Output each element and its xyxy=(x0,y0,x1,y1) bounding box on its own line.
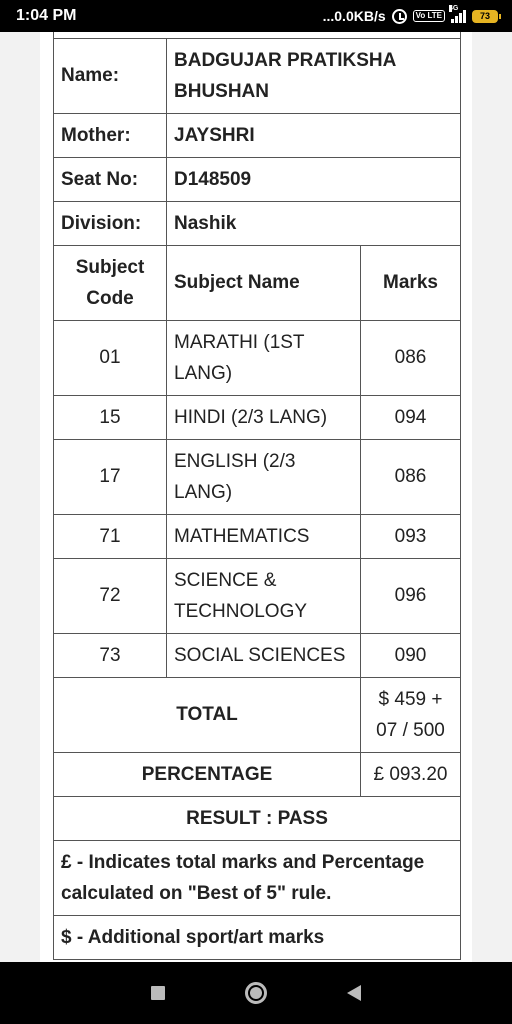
seat-label: Seat No: xyxy=(54,157,167,201)
total-label: TOTAL xyxy=(54,677,361,752)
subject-name: HINDI (2/3 LANG) xyxy=(167,395,361,439)
total-row xyxy=(54,677,461,752)
signal-type: 4G xyxy=(449,5,459,12)
subject-row xyxy=(54,320,461,395)
subject-code: 71 xyxy=(54,514,167,558)
header-subject-code: Subject Code xyxy=(54,245,167,320)
header-subject-name: Subject Name xyxy=(167,245,361,320)
network-speed: ...0.0KB/s xyxy=(322,8,386,24)
volte-icon: Vo LTE xyxy=(413,10,445,22)
status-time: 1:04 PM xyxy=(16,7,77,24)
division-label: Division: xyxy=(54,201,167,245)
subject-row xyxy=(54,439,461,514)
result-card xyxy=(40,32,472,962)
subject-name: MATHEMATICS xyxy=(167,514,361,558)
status-bar xyxy=(0,0,512,32)
subject-code: 72 xyxy=(54,558,167,633)
name-row xyxy=(54,38,461,113)
note-row xyxy=(54,915,461,959)
name-label: Name: xyxy=(54,38,167,113)
note-additional-marks: $ - Additional sport/art marks xyxy=(54,915,461,959)
seat-row xyxy=(54,157,461,201)
recent-apps-icon[interactable] xyxy=(151,986,165,1000)
result-status: RESULT : PASS xyxy=(54,796,461,840)
subject-marks: 086 xyxy=(361,320,461,395)
mother-value: JAYSHRI xyxy=(167,113,461,157)
division-value: Nashik xyxy=(167,201,461,245)
subject-row xyxy=(54,395,461,439)
percentage-label: PERCENTAGE xyxy=(54,752,361,796)
subject-marks: 093 xyxy=(361,514,461,558)
signal-icon xyxy=(449,5,466,23)
subject-row xyxy=(54,558,461,633)
subject-marks: 096 xyxy=(361,558,461,633)
back-icon[interactable] xyxy=(347,985,361,1001)
mother-label: Mother: xyxy=(54,113,167,157)
percentage-value: £ 093.20 xyxy=(361,752,461,796)
note-row xyxy=(54,840,461,915)
subject-name: MARATHI (1ST LANG) xyxy=(167,320,361,395)
subject-code: 73 xyxy=(54,633,167,677)
subject-name: SCIENCE & TECHNOLOGY xyxy=(167,558,361,633)
note-best-of-5: £ - Indicates total marks and Percentage calculated on "Best of 5" rule. xyxy=(54,840,461,915)
subject-code: 15 xyxy=(54,395,167,439)
division-row xyxy=(54,201,461,245)
alarm-icon xyxy=(392,9,407,24)
battery-icon xyxy=(472,10,498,23)
seat-value: D148509 xyxy=(167,157,461,201)
battery-level: 73 xyxy=(479,11,490,21)
mother-row xyxy=(54,113,461,157)
subject-code: 17 xyxy=(54,439,167,514)
navigation-bar xyxy=(0,962,512,1024)
result-row xyxy=(54,796,461,840)
subject-row xyxy=(54,633,461,677)
total-value: $ 459 + 07 / 500 xyxy=(361,677,461,752)
subject-name: ENGLISH (2/3 LANG) xyxy=(167,439,361,514)
web-page[interactable] xyxy=(0,32,512,962)
subject-marks: 094 xyxy=(361,395,461,439)
home-icon[interactable] xyxy=(245,982,267,1004)
result-table xyxy=(53,32,461,960)
percentage-row xyxy=(54,752,461,796)
status-icons xyxy=(322,5,498,24)
name-value: BADGUJAR PRATIKSHA BHUSHAN xyxy=(167,38,461,113)
subject-code: 01 xyxy=(54,320,167,395)
subjects-header-row xyxy=(54,245,461,320)
subject-marks: 086 xyxy=(361,439,461,514)
subject-name: SOCIAL SCIENCES xyxy=(167,633,361,677)
header-marks: Marks xyxy=(361,245,461,320)
subject-row xyxy=(54,514,461,558)
subject-marks: 090 xyxy=(361,633,461,677)
